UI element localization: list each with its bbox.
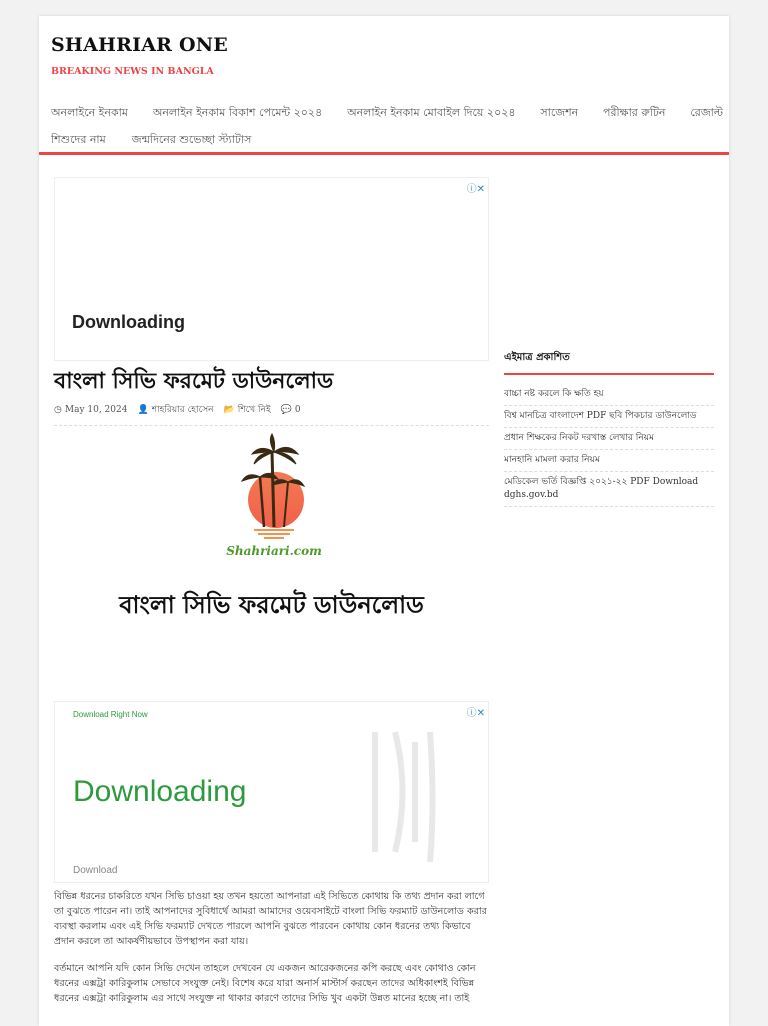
- ad-decoration: [370, 722, 440, 872]
- nav-item-suggestion[interactable]: সাজেশন: [540, 106, 579, 119]
- post-category[interactable]: [224, 402, 271, 417]
- page-container: [39, 16, 729, 1026]
- site-tagline: BREAKING NEWS IN BANGLA: [51, 66, 214, 77]
- nav-item-birthday-status[interactable]: জন্মদিনের শুভেচ্ছা স্ট্যাটাস: [131, 133, 252, 146]
- nav-item-exam-routine[interactable]: পরীক্ষার রুটিন: [603, 106, 666, 119]
- site-logo: [224, 432, 324, 557]
- ad-footer[interactable]: Download: [73, 865, 118, 876]
- main-nav: [51, 100, 723, 154]
- nav-item-mobile-income[interactable]: অনলাইন ইনকাম মোবাইল দিয়ে ২০২৪: [347, 106, 516, 119]
- post-content: [54, 889, 489, 1018]
- paragraph: বর্তমানে আপনি যদি কোন সিভি দেখেন তাহলে দেখবেন যে একজন আরেকজনের কপি করছে এবং কোথাও কোন ধরনের এক্সট্রা কারিকুলাম সেভাবে সংযুক্ত নেই। বিশেষ করে যারা অনার্স মাস্টার্স করছেন তাদের অধিকাংশই বিভিন্ন ধরনের এক্সট্রা কারিকুলাম এর সাথে সংযুক্ত না থাকার কারণে তাদের সিভি খুব একটা উন্নত মানের হচ্ছে না। তাই: [54, 963, 476, 1004]
- post-category-text: শিখে নিই: [237, 405, 271, 415]
- nav-item-baby-names[interactable]: শিশুদের নাম: [51, 133, 106, 146]
- post-author[interactable]: [137, 402, 213, 417]
- nav-row-2: [51, 127, 723, 154]
- recent-post-link[interactable]: বাচ্চা নষ্ট করলে কি ক্ষতি হয়: [504, 384, 714, 406]
- recent-post-link[interactable]: প্রধান শিক্ষকের নিকট দরখাস্ত লেখার নিয়ম: [504, 428, 714, 450]
- featured-image: [54, 432, 489, 632]
- ad-subtitle[interactable]: Download Right Now: [73, 710, 148, 719]
- sidebar-title: এইমাত্র প্রকাশিত: [504, 350, 714, 375]
- ad-headline[interactable]: Downloading: [73, 775, 247, 808]
- palm-trees-graphic: [224, 432, 324, 542]
- user-icon: 👤: [137, 405, 149, 415]
- recent-post-link[interactable]: মেডিকেল ভর্তি বিজ্ঞপ্তি ২০২১-২২ PDF Download dghs.gov.bd: [504, 472, 714, 507]
- post-meta: [54, 402, 489, 426]
- post-title: বাংলা সিভি ফরমেট ডাউনলোড: [54, 369, 334, 394]
- ad-headline[interactable]: Downloading: [72, 312, 185, 332]
- post-date[interactable]: [54, 405, 127, 415]
- clock-icon: ◷: [54, 404, 62, 415]
- recent-posts-list: [504, 384, 714, 507]
- advertisement-top[interactable]: [54, 177, 489, 361]
- nav-item-bkash-payment[interactable]: অনলাইন ইনকাম বিকাশ পেমেন্ট ২০২৪: [152, 106, 323, 119]
- post-comments[interactable]: [281, 405, 301, 415]
- comment-icon: 💬: [280, 404, 292, 415]
- advertisement-middle[interactable]: [54, 701, 489, 883]
- site-title[interactable]: SHAHRIAR ONE: [51, 34, 228, 56]
- nav-divider: [39, 152, 729, 155]
- post-author-text: শাহরিয়ার হোসেন: [151, 405, 214, 415]
- ad-close-icon[interactable]: ⓘ✕: [466, 184, 485, 195]
- paragraph: বিভিন্ন ধরনের চাকরিতে যখন সিভি চাওয়া হয় তখন হয়তো আপনারা এই সিভিতে কোথায় কি তথ্য প্রদান করা লাগে তা বুঝতে পারেন না। তাই আপনাদের সুবিধার্থে আমরা আমাদের ওয়েবসাইটে বাংলা সিভি ফরম্যাট ডাউনলোড করার ব্যবস্থা করলাম এবং এই সিভি ফরম্যাট দেখতে পারলে আপনি বুঝতে পারবেন কোথায় কোন ধরনের তথ্য কিভাবে প্রদান করলে তা আকর্ষণীয়ভাবে উপস্থাপন করা যায়।: [54, 891, 487, 947]
- folder-icon: 📂: [223, 405, 235, 415]
- nav-item-result[interactable]: রেজাল্ট: [690, 106, 723, 119]
- ad-close-icon[interactable]: ⓘ✕: [466, 708, 485, 719]
- nav-row-1: [51, 100, 723, 127]
- logo-text: Shahriari.com: [226, 544, 322, 558]
- post-comments-count: 0: [294, 404, 301, 415]
- recent-post-link[interactable]: বিশ্ব মানচিত্র বাংলাদেশ PDF ছবি পিকচার ডাউনলোড: [504, 406, 714, 428]
- featured-caption: বাংলা সিভি ফরমেট ডাউনলোড: [119, 591, 424, 619]
- recent-post-link[interactable]: মানহানি মামলা করার নিয়ম: [504, 450, 714, 472]
- nav-item-online-income[interactable]: অনলাইনে ইনকাম: [51, 106, 128, 119]
- post-date-text: May 10, 2024: [64, 404, 128, 415]
- sidebar: [504, 350, 714, 507]
